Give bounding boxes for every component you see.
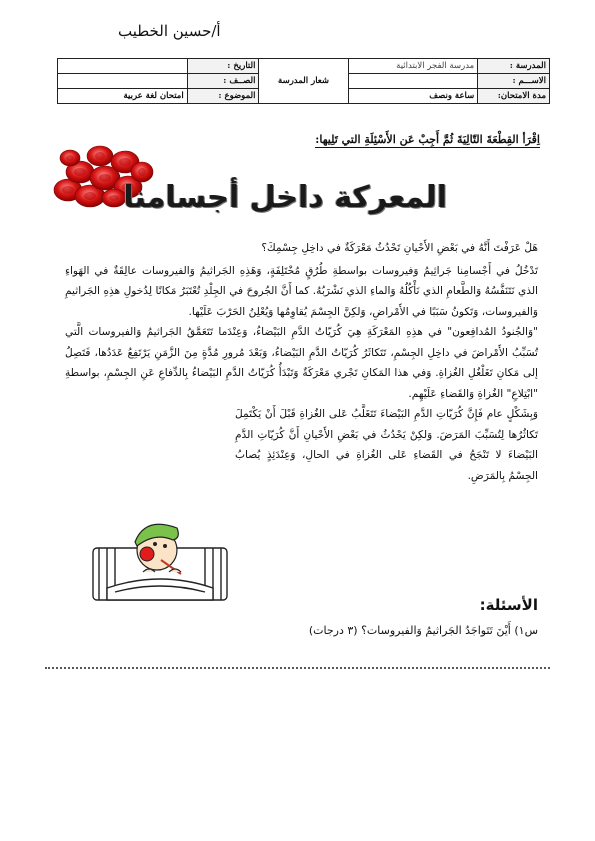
school-logo-placeholder: شعار المدرسة (259, 59, 348, 104)
passage-paragraph: وَبِشَكْلٍ عام فَإِنَّ كُرَيّاتِ الدَّمِ البَيْضاءَ تَتَغَلَّبُ عَلى الغُزاةِ قَبْلَ أَنْ يَكْتَمِلَ تَكاثُرُها لِتُسَبِّبَ المَرَضَ. وَلكِنْ يَحْدُثُ في بَعْضِ الأَحْيانِ أَنَّ كُرَيّاتِ الدَّمِ البَيْضاءَ لا تَنْجَحُ في القَضاءِ عَلى الغُزاةِ في الحالِ، وَعِنْدَئِذٍ يُصابُ الجِسْمُ بِالمَرَضِ. (235, 408, 538, 482)
name-label: الاســـم : (478, 74, 550, 89)
subject-value: امتحان لغة عربية (58, 89, 188, 104)
school-label: المدرسة : (478, 59, 550, 74)
name-value (348, 74, 478, 89)
class-value (58, 74, 188, 89)
passage-paragraph: "وَالجُنودُ المُدافِعون" في هذِهِ المَعْرَكَةِ هِيَ كُرَيّاتُ الدَّمِ البَيْضاءُ، وَعِنْدَما تَتَعَمَّقُ الجَراثيمُ وَالفيروسات الَّتي تُسَبِّبُ الأَمْراضَ في داخِلِ الجِسْمِ، تَتَكاثَرُ كُرَيّاتُ الدَّمِ البَيْضاءُ، وَبَعْدَ مُرورِ مُدَّةٍ مِنَ الزَّمَنِ يَرْتَفِعُ عَدَدُها، فَتَصِلُ إلى مَكانِ تَغَلْغُلِ الغُزاةِ. وَفي هذا المَكانِ تَجْري مَعْرَكَةٌ وَتَبْدَأُ كُرَيّاتُ الدَّمِ البَيْضاءُ بِالدِّفاعِ عَنِ الجِسْمِ، بواسطةِ "ابْتِلاعِ" الغُزاةِ وَالقَضاءِ عَلَيْهِم. (65, 326, 538, 400)
duration-value: ساعة ونصف (348, 89, 478, 104)
exam-header-table (57, 58, 550, 104)
sick-child-illustration (85, 510, 235, 605)
duration-label: مدة الامتحان: (478, 89, 550, 104)
date-label: التاريخ : (187, 59, 259, 74)
class-label: الصــف : (187, 74, 259, 89)
teacher-name: أ/حسين الخطيب (118, 22, 221, 40)
passage-title: المعركة داخل أجسامنا (123, 180, 447, 215)
answer-line[interactable] (45, 666, 550, 669)
questions-heading: الأسئلة: (479, 596, 538, 614)
subject-label: الموضوع : (187, 89, 259, 104)
date-value (58, 59, 188, 74)
question-1: س١) أَيْنَ تَتَواجَدُ الجَراثيمُ وَالفيروسات؟ (٣ درجات) (308, 624, 538, 637)
reading-instruction: اِقْرَأ القِطْعَةَ التّالِيَةَ ثُمَّ أَجِبْ عَن الأَسْئِلَةِ التي تَلِيها: (315, 133, 540, 146)
reading-passage (65, 238, 538, 486)
school-value: مدرسة الفجر الابتدائية (348, 59, 478, 74)
passage-paragraph: هَلْ عَرَفْتَ أَنَّهُ في بَعْضِ الأَحْيانِ تَحْدُثُ مَعْرَكَةٌ في داخِلِ جِسْمِكَ؟ (261, 242, 538, 254)
passage-paragraph: تَدْخُلُ في أَجْسامِنا جَراثِيمُ وَفيروسات بواسطةِ طُرُقٍ مُخْتَلِفَةٍ، وَهَذِهِ الجَراثيمُ وَالفيروسات عالِقَةٌ في الهَواءِ الذي نَتَنَفَّسُهُ وَالطَّعامِ الذي نَأْكُلُهُ وَالماءِ الذي نَشْرَبُهُ. كما أَنَّ الجُروحَ في الجِلْدِ تُعْتَبَرُ مَكانًا لِدُخولِ هذِهِ الجَراثيمِ وَالفيروسات، وَتَكونُ سَبَبًا في الأَمْراضِ، وَلكِنَّ الجِسْمَ يُقاوِمُها وَيُعْلِنُ الحَرْبَ عَلَيْها. (65, 264, 538, 318)
